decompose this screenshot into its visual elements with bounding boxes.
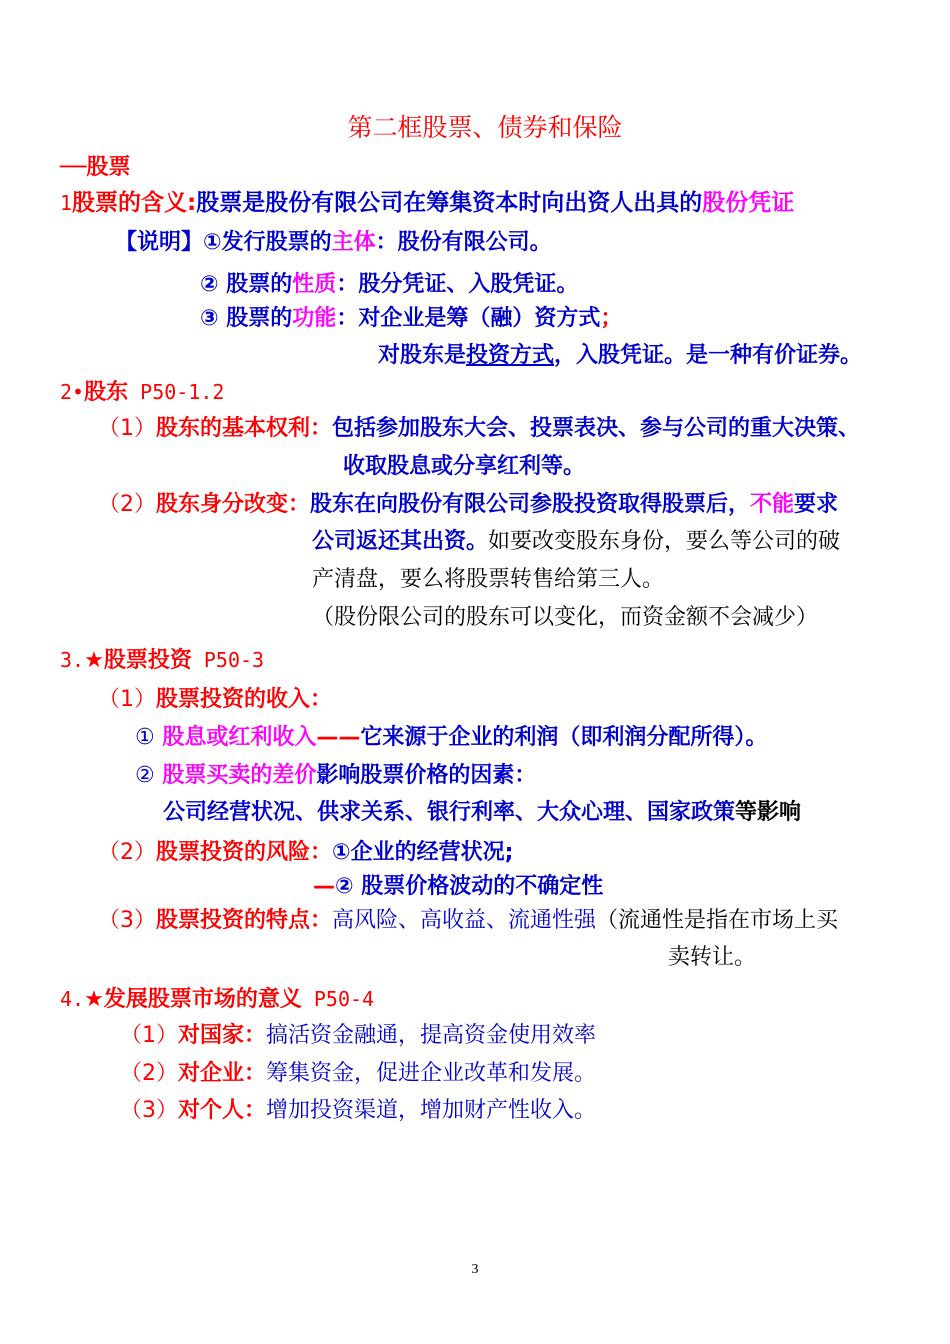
item3-s1-label: 股票投资的收入： bbox=[156, 687, 333, 712]
item1-number: 1 bbox=[60, 191, 73, 215]
item3-s1b-number: ② bbox=[135, 763, 155, 788]
note1-c: ：股份有限公司。 bbox=[375, 230, 552, 255]
item2-s1-label: 股东的基本权利： bbox=[156, 416, 333, 441]
item3-s1-number: （1） bbox=[98, 687, 156, 712]
item3-label: ★股票投资 bbox=[84, 648, 192, 673]
item2-number: 2• bbox=[60, 380, 85, 404]
item2-s2-line3: 产清盘，要么将股票转售给第三人。 bbox=[312, 567, 665, 592]
item3-s1b-text: 影响股票价格的因素： bbox=[316, 763, 537, 788]
item3-s2-line2 bbox=[313, 872, 603, 902]
item3-s2-b-dash: — bbox=[313, 874, 335, 899]
item4-s3-line bbox=[120, 1096, 596, 1126]
item2-s2-line4: （股份限公司的股东可以变化，而资金额不会减少） bbox=[312, 605, 819, 630]
note-line4 bbox=[378, 341, 862, 371]
note4-b: 投资方式 bbox=[466, 343, 555, 368]
item4-s1-text: 搞活资金融通，提高资金使用效率 bbox=[266, 1023, 597, 1048]
item3-s1b-line2 bbox=[163, 798, 801, 828]
page-number: 3 bbox=[471, 1262, 479, 1277]
item2-label: 股东 bbox=[84, 380, 129, 405]
note1-b: 主体 bbox=[331, 230, 376, 255]
item2-s2-text-b: 要求 bbox=[794, 492, 839, 517]
note1-a: ①发行股票的 bbox=[203, 230, 332, 255]
item3-s3-line2: 卖转让。 bbox=[668, 945, 757, 970]
note3-b: 功能 bbox=[292, 306, 337, 331]
item3-number: 3. bbox=[60, 648, 85, 672]
item3-s3-text: 高风险、高收益、流通性强 bbox=[332, 908, 597, 933]
item4-s2-line bbox=[120, 1059, 596, 1089]
item3-ref: P50-3 bbox=[191, 648, 265, 672]
section-heading: ──股票 bbox=[60, 155, 131, 180]
item4-s1-label: 对国家： bbox=[178, 1023, 267, 1048]
item4-s1-number: （1） bbox=[120, 1023, 178, 1048]
item3-s2-a: ①企业的经营状况; bbox=[332, 840, 514, 865]
item3-s1a-label: 股息或红利收入 bbox=[154, 725, 317, 750]
item4-s3-number: （3） bbox=[120, 1098, 178, 1123]
item3-s1a-line bbox=[135, 723, 767, 753]
note-line3 bbox=[200, 304, 622, 334]
note2-c: ：股分凭证、入股凭证。 bbox=[336, 272, 579, 297]
item2-s1-number: （1） bbox=[98, 416, 156, 441]
item3-s3-label: 股票投资的特点： bbox=[156, 908, 333, 933]
note-line2 bbox=[200, 270, 578, 300]
item2-s2-label: 股东身分改变： bbox=[156, 492, 311, 517]
item4-ref: P50-4 bbox=[301, 987, 375, 1011]
item4-s2-text: 筹集资金，促进企业改革和发展。 bbox=[266, 1061, 597, 1086]
item2-s2-l2-a: 公司返还其出资。 bbox=[312, 529, 489, 554]
item2-s1-line1 bbox=[98, 414, 860, 444]
item1-text: 股票是股份有限公司在筹集资本时向出资人出具的 bbox=[196, 190, 703, 216]
item4-s2-number: （2） bbox=[120, 1061, 178, 1086]
item3-s1a-dash: —— bbox=[316, 725, 361, 750]
item4-label: ★发展股票市场的意义 bbox=[84, 987, 302, 1012]
item3-s3-line1 bbox=[98, 906, 838, 936]
item3-s1-line bbox=[98, 685, 332, 715]
item3-s1b-line bbox=[135, 761, 536, 791]
item1-label: 股票的含义: bbox=[72, 190, 197, 216]
note3-a: ③ 股票的 bbox=[200, 306, 293, 331]
item4-number: 4. bbox=[60, 987, 85, 1011]
item2-s2-line2 bbox=[312, 527, 840, 557]
page-title: 第二框股票、债券和保险 bbox=[347, 113, 623, 142]
item2-s2-number: （2） bbox=[98, 492, 156, 517]
item4-s3-text: 增加投资渠道，增加财产性收入。 bbox=[266, 1098, 597, 1123]
item3-heading bbox=[60, 645, 264, 676]
item3-s2-label: 股票投资的风险： bbox=[156, 840, 333, 865]
item4-s3-label: 对个人： bbox=[178, 1098, 267, 1123]
item2-s2-l2-b: 如要改变股东身份，要么等公司的破 bbox=[488, 529, 841, 554]
item3-s3-number: （3） bbox=[98, 908, 156, 933]
item4-s2-label: 对企业： bbox=[178, 1061, 267, 1086]
note3-d: ； bbox=[600, 306, 623, 331]
item2-s2-line1 bbox=[98, 490, 838, 520]
item3-s1b-l2-a: 公司经营状况、供求关系、银行利率、大众心理、国家政策 bbox=[163, 800, 736, 825]
item2-s1-line2: 收取股息或分享红利等。 bbox=[343, 454, 586, 479]
item4-s1-line bbox=[120, 1021, 596, 1051]
item3-s1a-text: 它来源于企业的利润（即利润分配所得）。 bbox=[360, 725, 768, 750]
item2-s2-negation: 不能 bbox=[750, 492, 795, 517]
item2-s1-text: 包括参加股东大会、投票表决、参与公司的重大决策、 bbox=[332, 416, 861, 441]
item3-s3-note: （流通性是指在市场上买 bbox=[596, 908, 839, 933]
item4-heading bbox=[60, 984, 374, 1015]
note2-a: ② 股票的 bbox=[200, 272, 293, 297]
note-label: 【说明】 bbox=[115, 230, 204, 255]
item3-s2-number: （2） bbox=[98, 840, 156, 865]
item2-heading bbox=[60, 377, 224, 408]
item3-s2-b: ② 股票价格波动的不确定性 bbox=[335, 874, 604, 899]
item2-ref: P50-1.2 bbox=[128, 380, 225, 404]
item3-s1b-label: 股票买卖的差价 bbox=[154, 763, 317, 788]
item1-line1 bbox=[60, 188, 794, 218]
item3-s1b-l2-b: 等影响 bbox=[735, 800, 802, 825]
note2-b: 性质 bbox=[292, 272, 337, 297]
note4-a: 对股东是 bbox=[378, 343, 467, 368]
item3-s1a-number: ① bbox=[135, 725, 155, 750]
item1-highlight: 股份凭证 bbox=[702, 190, 795, 216]
item2-s2-text: 股东在向股份有限公司参股投资取得股票后， bbox=[310, 492, 751, 517]
item3-s2-line1 bbox=[98, 838, 513, 868]
note3-c: ：对企业是筹（融）资方式 bbox=[336, 306, 601, 331]
note-line1 bbox=[115, 228, 552, 258]
note4-c: ，入股凭证。是一种有价证券。 bbox=[554, 343, 863, 368]
